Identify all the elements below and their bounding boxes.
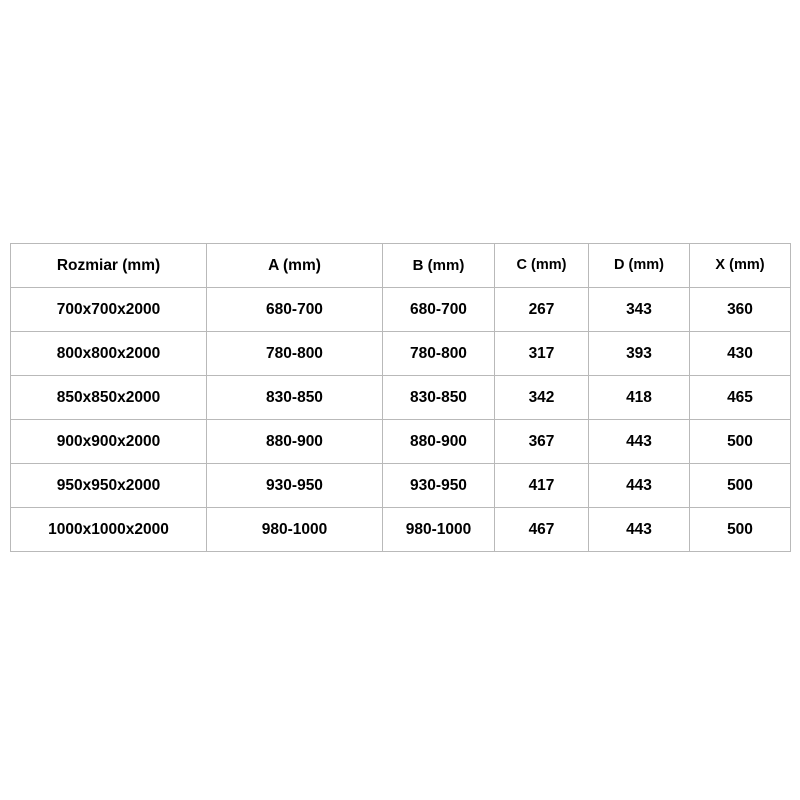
cell-rozmiar: 850x850x2000 (11, 376, 207, 420)
cell-x: 500 (690, 508, 791, 552)
column-header-b: B (mm) (383, 244, 495, 288)
cell-c: 417 (495, 464, 589, 508)
cell-b: 680-700 (383, 288, 495, 332)
cell-b: 930-950 (383, 464, 495, 508)
cell-a: 880-900 (207, 420, 383, 464)
cell-x: 430 (690, 332, 791, 376)
cell-rozmiar: 950x950x2000 (11, 464, 207, 508)
cell-x: 360 (690, 288, 791, 332)
cell-c: 467 (495, 508, 589, 552)
dimension-table-container (10, 243, 790, 552)
cell-x: 500 (690, 420, 791, 464)
cell-b: 830-850 (383, 376, 495, 420)
cell-a: 680-700 (207, 288, 383, 332)
cell-d: 343 (589, 288, 690, 332)
cell-rozmiar: 800x800x2000 (11, 332, 207, 376)
cell-a: 830-850 (207, 376, 383, 420)
column-header-a: A (mm) (207, 244, 383, 288)
table-row (11, 508, 791, 552)
table-row (11, 332, 791, 376)
cell-b: 980-1000 (383, 508, 495, 552)
table-row (11, 420, 791, 464)
dimension-table (10, 243, 791, 552)
column-header-rozmiar: Rozmiar (mm) (11, 244, 207, 288)
column-header-x: X (mm) (690, 244, 791, 288)
cell-c: 267 (495, 288, 589, 332)
cell-b: 780-800 (383, 332, 495, 376)
cell-a: 780-800 (207, 332, 383, 376)
cell-rozmiar: 1000x1000x2000 (11, 508, 207, 552)
cell-rozmiar: 900x900x2000 (11, 420, 207, 464)
cell-c: 367 (495, 420, 589, 464)
cell-d: 443 (589, 508, 690, 552)
cell-x: 465 (690, 376, 791, 420)
cell-d: 443 (589, 464, 690, 508)
cell-x: 500 (690, 464, 791, 508)
table-row (11, 288, 791, 332)
table-row (11, 464, 791, 508)
cell-c: 342 (495, 376, 589, 420)
cell-d: 443 (589, 420, 690, 464)
cell-d: 418 (589, 376, 690, 420)
cell-a: 980-1000 (207, 508, 383, 552)
table-header-row (11, 244, 791, 288)
column-header-d: D (mm) (589, 244, 690, 288)
table-row (11, 376, 791, 420)
cell-b: 880-900 (383, 420, 495, 464)
cell-c: 317 (495, 332, 589, 376)
cell-a: 930-950 (207, 464, 383, 508)
cell-d: 393 (589, 332, 690, 376)
cell-rozmiar: 700x700x2000 (11, 288, 207, 332)
column-header-c: C (mm) (495, 244, 589, 288)
